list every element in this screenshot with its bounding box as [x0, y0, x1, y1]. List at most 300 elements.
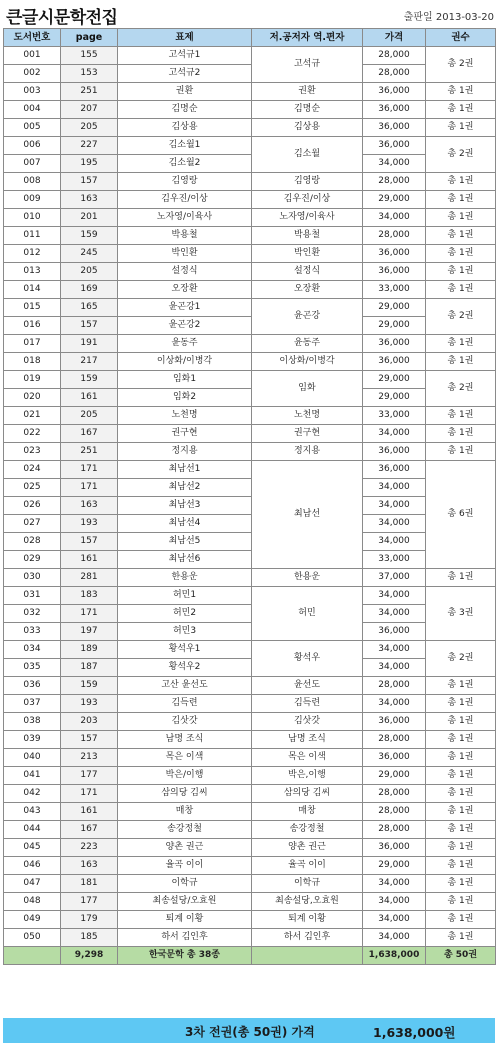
price-cell: 28,000	[363, 173, 426, 191]
book-number-cell: 018	[4, 353, 61, 371]
title-cell: 박인환	[118, 245, 252, 263]
book-number-cell: 014	[4, 281, 61, 299]
table-body	[4, 47, 496, 947]
table-row	[4, 605, 496, 623]
page-title: 큰글시문학전집	[6, 8, 118, 28]
table-row	[4, 911, 496, 929]
table-row	[4, 731, 496, 749]
price-cell: 28,000	[363, 785, 426, 803]
title-cell: 허민1	[118, 587, 252, 605]
title-cell: 목은 이색	[118, 749, 252, 767]
price-cell: 36,000	[363, 353, 426, 371]
page-count-cell: 157	[61, 731, 118, 749]
column-header-author: 저.공저자 역.편자	[252, 29, 363, 47]
title-cell: 허민3	[118, 623, 252, 641]
price-cell: 28,000	[363, 677, 426, 695]
book-number-cell: 039	[4, 731, 61, 749]
table-row	[4, 191, 496, 209]
title-cell: 김득련	[118, 695, 252, 713]
page-count-cell: 205	[61, 407, 118, 425]
title-cell: 황석우1	[118, 641, 252, 659]
page-count-cell: 165	[61, 299, 118, 317]
title-cell: 김삿갓	[118, 713, 252, 731]
volume-count-cell: 총 2권	[426, 299, 496, 335]
author-cell: 목은 이색	[252, 749, 363, 767]
page-count-cell: 201	[61, 209, 118, 227]
price-cell: 34,000	[363, 911, 426, 929]
title-cell: 하서 김인후	[118, 929, 252, 947]
table-row	[4, 749, 496, 767]
table-row	[4, 389, 496, 407]
table-row	[4, 335, 496, 353]
author-cell: 박용철	[252, 227, 363, 245]
title-cell: 김우진/이상	[118, 191, 252, 209]
total-row	[4, 947, 496, 965]
total-price-banner	[3, 1018, 495, 1043]
title-cell: 임화1	[118, 371, 252, 389]
page-count-cell: 207	[61, 101, 118, 119]
author-cell: 윤동주	[252, 335, 363, 353]
author-cell: 최송설당,오효원	[252, 893, 363, 911]
page-count-cell: 183	[61, 587, 118, 605]
price-cell: 29,000	[363, 317, 426, 335]
title-cell: 오장환	[118, 281, 252, 299]
price-cell: 36,000	[363, 335, 426, 353]
book-number-cell: 029	[4, 551, 61, 569]
book-number-cell: 050	[4, 929, 61, 947]
author-cell: 윤곤강	[252, 299, 363, 335]
book-number-cell: 016	[4, 317, 61, 335]
book-number-cell: 047	[4, 875, 61, 893]
table-row	[4, 767, 496, 785]
price-cell: 34,000	[363, 695, 426, 713]
page-count-cell: 185	[61, 929, 118, 947]
price-cell: 33,000	[363, 551, 426, 569]
page-count-cell: 197	[61, 623, 118, 641]
book-number-cell: 011	[4, 227, 61, 245]
author-cell: 윤선도	[252, 677, 363, 695]
page-count-cell: 177	[61, 767, 118, 785]
column-header-page: page	[61, 29, 118, 47]
table-row	[4, 587, 496, 605]
page-count-cell: 187	[61, 659, 118, 677]
book-number-cell: 042	[4, 785, 61, 803]
page-count-cell: 163	[61, 191, 118, 209]
volume-count-cell: 총 1권	[426, 821, 496, 839]
author-cell: 김명순	[252, 101, 363, 119]
total-title: 한국문학 총 38종	[118, 947, 252, 965]
title-cell: 김소월2	[118, 155, 252, 173]
volume-count-cell: 총 1권	[426, 191, 496, 209]
volume-count-cell: 총 1권	[426, 83, 496, 101]
price-cell: 34,000	[363, 425, 426, 443]
author-cell: 남명 조식	[252, 731, 363, 749]
price-cell: 28,000	[363, 227, 426, 245]
page-count-cell: 161	[61, 803, 118, 821]
page-count-cell: 189	[61, 641, 118, 659]
book-number-cell: 021	[4, 407, 61, 425]
title-cell: 권구현	[118, 425, 252, 443]
book-number-cell: 034	[4, 641, 61, 659]
title-cell: 송강정철	[118, 821, 252, 839]
author-cell: 노자영/이육사	[252, 209, 363, 227]
book-number-cell: 043	[4, 803, 61, 821]
price-cell: 33,000	[363, 407, 426, 425]
book-number-cell: 020	[4, 389, 61, 407]
page-count-cell: 171	[61, 605, 118, 623]
title-cell: 설정식	[118, 263, 252, 281]
author-cell: 허민	[252, 587, 363, 641]
book-number-cell: 033	[4, 623, 61, 641]
volume-count-cell: 총 1권	[426, 713, 496, 731]
volume-count-cell: 총 1권	[426, 569, 496, 587]
volume-count-cell: 총 1권	[426, 893, 496, 911]
author-cell: 박은,이행	[252, 767, 363, 785]
title-cell: 고석규1	[118, 47, 252, 65]
price-cell: 36,000	[363, 839, 426, 857]
volume-count-cell: 총 1권	[426, 875, 496, 893]
price-cell: 28,000	[363, 821, 426, 839]
page-count-cell: 155	[61, 47, 118, 65]
book-number-cell: 038	[4, 713, 61, 731]
book-number-cell: 046	[4, 857, 61, 875]
title-cell: 이학규	[118, 875, 252, 893]
table-row	[4, 569, 496, 587]
book-number-cell: 048	[4, 893, 61, 911]
book-number-cell: 044	[4, 821, 61, 839]
table-row	[4, 137, 496, 155]
author-cell: 김우진/이상	[252, 191, 363, 209]
page-count-cell: 181	[61, 875, 118, 893]
title-cell: 박용철	[118, 227, 252, 245]
page-count-cell: 195	[61, 155, 118, 173]
publish-date: 출판일 2013-03-20	[403, 12, 494, 23]
title-cell: 윤곤강1	[118, 299, 252, 317]
title-cell: 고석규2	[118, 65, 252, 83]
total-volumes: 총 50권	[426, 947, 496, 965]
price-cell: 29,000	[363, 389, 426, 407]
title-cell: 노천명	[118, 407, 252, 425]
price-cell: 36,000	[363, 101, 426, 119]
book-number-cell: 025	[4, 479, 61, 497]
page-count-cell: 161	[61, 389, 118, 407]
column-header-no: 도서번호	[4, 29, 61, 47]
volume-count-cell: 총 1권	[426, 929, 496, 947]
table-row	[4, 713, 496, 731]
book-number-cell: 040	[4, 749, 61, 767]
title-cell: 최남선5	[118, 533, 252, 551]
book-number-cell: 036	[4, 677, 61, 695]
title-cell: 최남선2	[118, 479, 252, 497]
book-number-cell: 041	[4, 767, 61, 785]
book-number-cell: 045	[4, 839, 61, 857]
volume-count-cell: 총 2권	[426, 371, 496, 407]
price-cell: 29,000	[363, 857, 426, 875]
volume-count-cell: 총 1권	[426, 839, 496, 857]
book-number-cell: 007	[4, 155, 61, 173]
title-cell: 김소월1	[118, 137, 252, 155]
book-number-cell: 004	[4, 101, 61, 119]
table-row	[4, 317, 496, 335]
book-number-cell: 005	[4, 119, 61, 137]
price-cell: 34,000	[363, 497, 426, 515]
table-row	[4, 821, 496, 839]
table-row	[4, 857, 496, 875]
book-table	[3, 28, 496, 965]
title-cell: 최남선4	[118, 515, 252, 533]
page-count-cell: 179	[61, 911, 118, 929]
price-cell: 36,000	[363, 83, 426, 101]
table-row	[4, 461, 496, 479]
price-cell: 36,000	[363, 713, 426, 731]
table-row	[4, 785, 496, 803]
table-row	[4, 515, 496, 533]
page-count-cell: 161	[61, 551, 118, 569]
title-cell: 삼의당 김씨	[118, 785, 252, 803]
volume-count-cell: 총 1권	[426, 857, 496, 875]
author-cell: 권환	[252, 83, 363, 101]
author-cell: 김삿갓	[252, 713, 363, 731]
table-row	[4, 641, 496, 659]
title-cell: 양촌 권근	[118, 839, 252, 857]
table-row	[4, 65, 496, 83]
table-row	[4, 227, 496, 245]
title-cell: 율곡 이이	[118, 857, 252, 875]
page-count-cell: 191	[61, 335, 118, 353]
price-cell: 29,000	[363, 299, 426, 317]
author-cell: 오장환	[252, 281, 363, 299]
price-cell: 36,000	[363, 245, 426, 263]
author-cell: 설정식	[252, 263, 363, 281]
page-header	[0, 0, 500, 30]
book-number-cell: 024	[4, 461, 61, 479]
volume-count-cell: 총 1권	[426, 731, 496, 749]
table-row	[4, 101, 496, 119]
volume-count-cell: 총 1권	[426, 425, 496, 443]
price-cell: 34,000	[363, 209, 426, 227]
page-count-cell: 171	[61, 479, 118, 497]
banner-label: 3차 전권(총 50권) 가격	[185, 1025, 315, 1039]
title-cell: 남명 조식	[118, 731, 252, 749]
table-row	[4, 83, 496, 101]
book-number-cell: 037	[4, 695, 61, 713]
volume-count-cell: 총 1권	[426, 749, 496, 767]
author-cell: 임화	[252, 371, 363, 407]
author-cell: 고석규	[252, 47, 363, 83]
price-cell: 28,000	[363, 65, 426, 83]
volume-count-cell: 총 6권	[426, 461, 496, 569]
price-cell: 34,000	[363, 641, 426, 659]
page-count-cell: 251	[61, 83, 118, 101]
price-cell: 28,000	[363, 803, 426, 821]
volume-count-cell: 총 1권	[426, 677, 496, 695]
author-cell: 양촌 권근	[252, 839, 363, 857]
volume-count-cell: 총 1권	[426, 335, 496, 353]
volume-count-cell: 총 1권	[426, 173, 496, 191]
page-count-cell: 217	[61, 353, 118, 371]
total-pages: 9,298	[61, 947, 118, 965]
page-count-cell: 167	[61, 425, 118, 443]
price-cell: 34,000	[363, 875, 426, 893]
table-row	[4, 677, 496, 695]
table-row	[4, 479, 496, 497]
page-count-cell: 171	[61, 785, 118, 803]
price-cell: 34,000	[363, 605, 426, 623]
page-count-cell: 157	[61, 173, 118, 191]
table-row	[4, 803, 496, 821]
book-number-cell: 023	[4, 443, 61, 461]
book-number-cell: 026	[4, 497, 61, 515]
column-header-volumes: 권수	[426, 29, 496, 47]
author-cell: 김상용	[252, 119, 363, 137]
price-cell: 34,000	[363, 587, 426, 605]
volume-count-cell: 총 2권	[426, 137, 496, 173]
price-cell: 36,000	[363, 263, 426, 281]
banner-value: 1,638,000원	[373, 1025, 456, 1040]
volume-count-cell: 총 1권	[426, 353, 496, 371]
page-count-cell: 205	[61, 119, 118, 137]
page-count-cell: 251	[61, 443, 118, 461]
book-number-cell: 015	[4, 299, 61, 317]
book-number-cell: 032	[4, 605, 61, 623]
table-row	[4, 623, 496, 641]
title-cell: 최남선3	[118, 497, 252, 515]
volume-count-cell: 총 3권	[426, 587, 496, 641]
title-cell: 김영랑	[118, 173, 252, 191]
book-number-cell: 009	[4, 191, 61, 209]
price-cell: 36,000	[363, 119, 426, 137]
author-cell: 이상화/이병각	[252, 353, 363, 371]
table-row	[4, 209, 496, 227]
book-number-cell: 012	[4, 245, 61, 263]
column-header-title: 표제	[118, 29, 252, 47]
page-count-cell: 157	[61, 533, 118, 551]
page-count-cell: 213	[61, 749, 118, 767]
title-cell: 최남선1	[118, 461, 252, 479]
author-cell: 권구현	[252, 425, 363, 443]
title-cell: 정지용	[118, 443, 252, 461]
book-number-cell: 001	[4, 47, 61, 65]
page-count-cell: 159	[61, 371, 118, 389]
title-cell: 임화2	[118, 389, 252, 407]
title-cell: 김상용	[118, 119, 252, 137]
title-cell: 이상화/이병각	[118, 353, 252, 371]
author-cell: 삼의당 김씨	[252, 785, 363, 803]
page-count-cell: 177	[61, 893, 118, 911]
total-no	[4, 947, 61, 965]
book-number-cell: 017	[4, 335, 61, 353]
author-cell: 최남선	[252, 461, 363, 569]
price-cell: 37,000	[363, 569, 426, 587]
title-cell: 고산 윤선도	[118, 677, 252, 695]
page-count-cell: 171	[61, 461, 118, 479]
table-row	[4, 659, 496, 677]
book-number-cell: 031	[4, 587, 61, 605]
volume-count-cell: 총 1권	[426, 119, 496, 137]
book-number-cell: 035	[4, 659, 61, 677]
title-cell: 김명순	[118, 101, 252, 119]
volume-count-cell: 총 1권	[426, 767, 496, 785]
title-cell: 박은/이행	[118, 767, 252, 785]
page-count-cell: 227	[61, 137, 118, 155]
price-cell: 34,000	[363, 155, 426, 173]
author-cell: 이학규	[252, 875, 363, 893]
title-cell: 황석우2	[118, 659, 252, 677]
table-row	[4, 173, 496, 191]
page-count-cell: 157	[61, 317, 118, 335]
table-row	[4, 155, 496, 173]
author-cell: 김소월	[252, 137, 363, 173]
table-row	[4, 47, 496, 65]
table-row	[4, 371, 496, 389]
price-cell: 29,000	[363, 767, 426, 785]
table-row	[4, 281, 496, 299]
table-row	[4, 263, 496, 281]
title-cell: 최송설당/오효원	[118, 893, 252, 911]
volume-count-cell: 총 1권	[426, 443, 496, 461]
table-row	[4, 533, 496, 551]
author-cell: 황석우	[252, 641, 363, 677]
page-count-cell: 163	[61, 497, 118, 515]
price-cell: 34,000	[363, 929, 426, 947]
price-cell: 34,000	[363, 533, 426, 551]
page-count-cell: 203	[61, 713, 118, 731]
author-cell: 김영랑	[252, 173, 363, 191]
book-number-cell: 028	[4, 533, 61, 551]
author-cell: 한용운	[252, 569, 363, 587]
price-cell: 36,000	[363, 461, 426, 479]
price-cell: 28,000	[363, 731, 426, 749]
volume-count-cell: 총 1권	[426, 407, 496, 425]
author-cell: 송강정철	[252, 821, 363, 839]
page-count-cell: 223	[61, 839, 118, 857]
volume-count-cell: 총 2권	[426, 47, 496, 83]
price-cell: 34,000	[363, 479, 426, 497]
price-cell: 33,000	[363, 281, 426, 299]
title-cell: 한용운	[118, 569, 252, 587]
page-count-cell: 163	[61, 857, 118, 875]
price-cell: 34,000	[363, 659, 426, 677]
title-cell: 퇴계 이황	[118, 911, 252, 929]
title-cell: 윤곤강2	[118, 317, 252, 335]
table-row	[4, 119, 496, 137]
author-cell: 노천명	[252, 407, 363, 425]
price-cell: 34,000	[363, 515, 426, 533]
book-number-cell: 030	[4, 569, 61, 587]
author-cell: 율곡 이이	[252, 857, 363, 875]
volume-count-cell: 총 1권	[426, 101, 496, 119]
page-count-cell: 205	[61, 263, 118, 281]
author-cell: 매창	[252, 803, 363, 821]
author-cell: 퇴계 이황	[252, 911, 363, 929]
title-cell: 윤동주	[118, 335, 252, 353]
title-cell: 허민2	[118, 605, 252, 623]
table-row	[4, 407, 496, 425]
book-number-cell: 027	[4, 515, 61, 533]
volume-count-cell: 총 1권	[426, 263, 496, 281]
price-cell: 36,000	[363, 443, 426, 461]
page-count-cell: 167	[61, 821, 118, 839]
page-count-cell: 159	[61, 227, 118, 245]
volume-count-cell: 총 1권	[426, 245, 496, 263]
book-number-cell: 013	[4, 263, 61, 281]
book-number-cell: 010	[4, 209, 61, 227]
title-cell: 매창	[118, 803, 252, 821]
table-row	[4, 497, 496, 515]
table-row	[4, 353, 496, 371]
table-row	[4, 929, 496, 947]
table-row	[4, 245, 496, 263]
